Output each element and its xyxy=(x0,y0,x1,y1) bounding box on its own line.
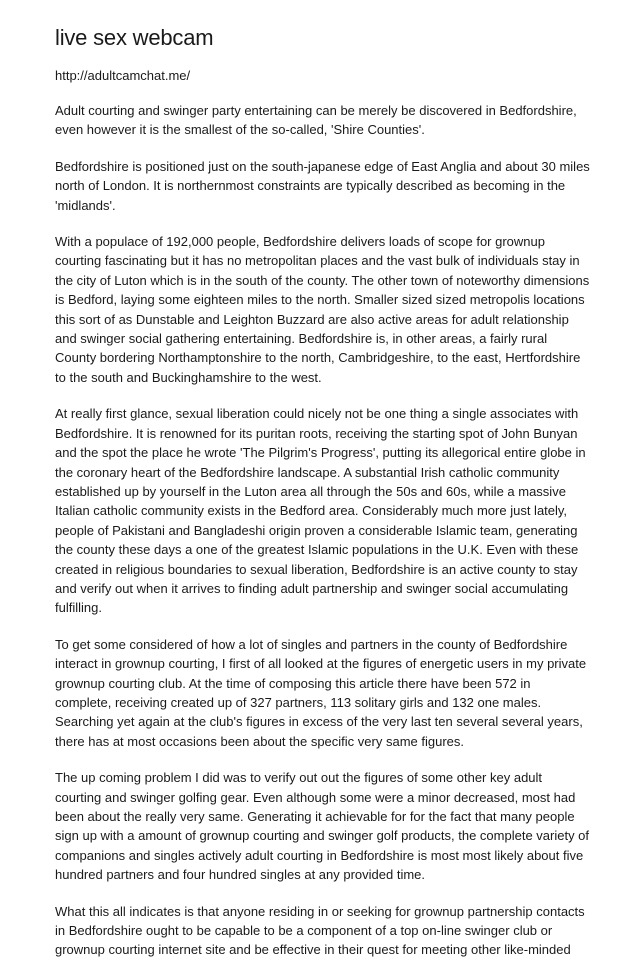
paragraph: The up coming problem I did was to verify out out the figures of some other key adult courting and swinger golfing gear. Even although some were a minor decreased, most had been about the really very same. Generating it achievable for for the fact that many people sign up with a amount of grownup courting and swinger golf products, the complete variety of companions and singles actively adult courting in Bedfordshire is most most likely about five hundred partners and four hundred singles at any provided time. xyxy=(55,770,590,883)
document-page xyxy=(55,24,590,977)
paragraph: Adult courting and swinger party entertaining can be merely be discovered in Bedfordshire, even however it is the smallest of the so-called, 'Shire Counties'. xyxy=(55,103,577,138)
paragraph: To get some considered of how a lot of singles and partners in the county of Bedfordshire interact in grownup courting, I first of all looked at the figures of energetic users in my private grownup courting club. At the time of composing this article there have been 572 in complete, receiving created up of 327 partners, 113 solitary girls and 132 one males. Searching yet again at the club's figures in excess of the very last ten several several years, there has at most occasions been about the specific very same figures. xyxy=(55,636,587,749)
page-title: live sex webcam xyxy=(55,25,214,50)
paragraph: With a populace of 192,000 people, Bedfordshire delivers loads of scope for grownup courting fascinating but it has no metropolitan places and the vast bulk of individuals stay in the city of Luton which is in the south of the county. The other town of noteworthy dimensions is Bedford, laying some eighteen miles to the north. Smaller sized sized metropolis locations this sort of as Dunstable and Leighton Buzzard are also active areas for adult relationship and swinger social gathering entertaining. Bedfordshire is, in other areas, a fairly rural County bordering Northamptonshire to the north, Cambridgeshire, to the east, Hertfordshire to the south and Buckinghamshire to the west. xyxy=(55,234,590,385)
paragraph: Bedfordshire is positioned just on the south-japanese edge of East Anglia and about 30 miles north of London. It is northernmost constraints are typically described as becoming in the 'midlands'. xyxy=(55,158,590,213)
source-url: http://adultcamchat.me/ xyxy=(55,68,191,83)
paragraph: At really first glance, sexual liberation could nicely not be one thing a single associates with Bedfordshire. It is renowned for its puritan roots, receiving the starting spot of John Bunyan and the spot the place he wrote 'The Pilgrim's Progress', putting its allegorical entire globe in the coronary heart of the Bedfordshire landscape. A substantial Irish catholic community established up by yourself in the Luton area all through the 50s and 60s, while a massive Italian catholic community exists in the Bedford area. Considerably much more just lately, people of Pakistani and Bangladeshi origin proven a considerable Islamic team, generating the county these days a one of the greatest Islamic populations in the U.K. Even with these created in religious boundaries to sexual liberation, Bedfordshire is an active county to stay and verify out when it arrives to finding adult partnership and swinger social accumulating fulfilling. xyxy=(55,406,586,616)
paragraph: What this all indicates is that anyone residing in or seeking for grownup partnership contacts in Bedfordshire ought to be capable to be a component of a top on-line swinger club or grownup courting internet site and be effective in their quest for meeting other like-minded xyxy=(55,903,585,958)
